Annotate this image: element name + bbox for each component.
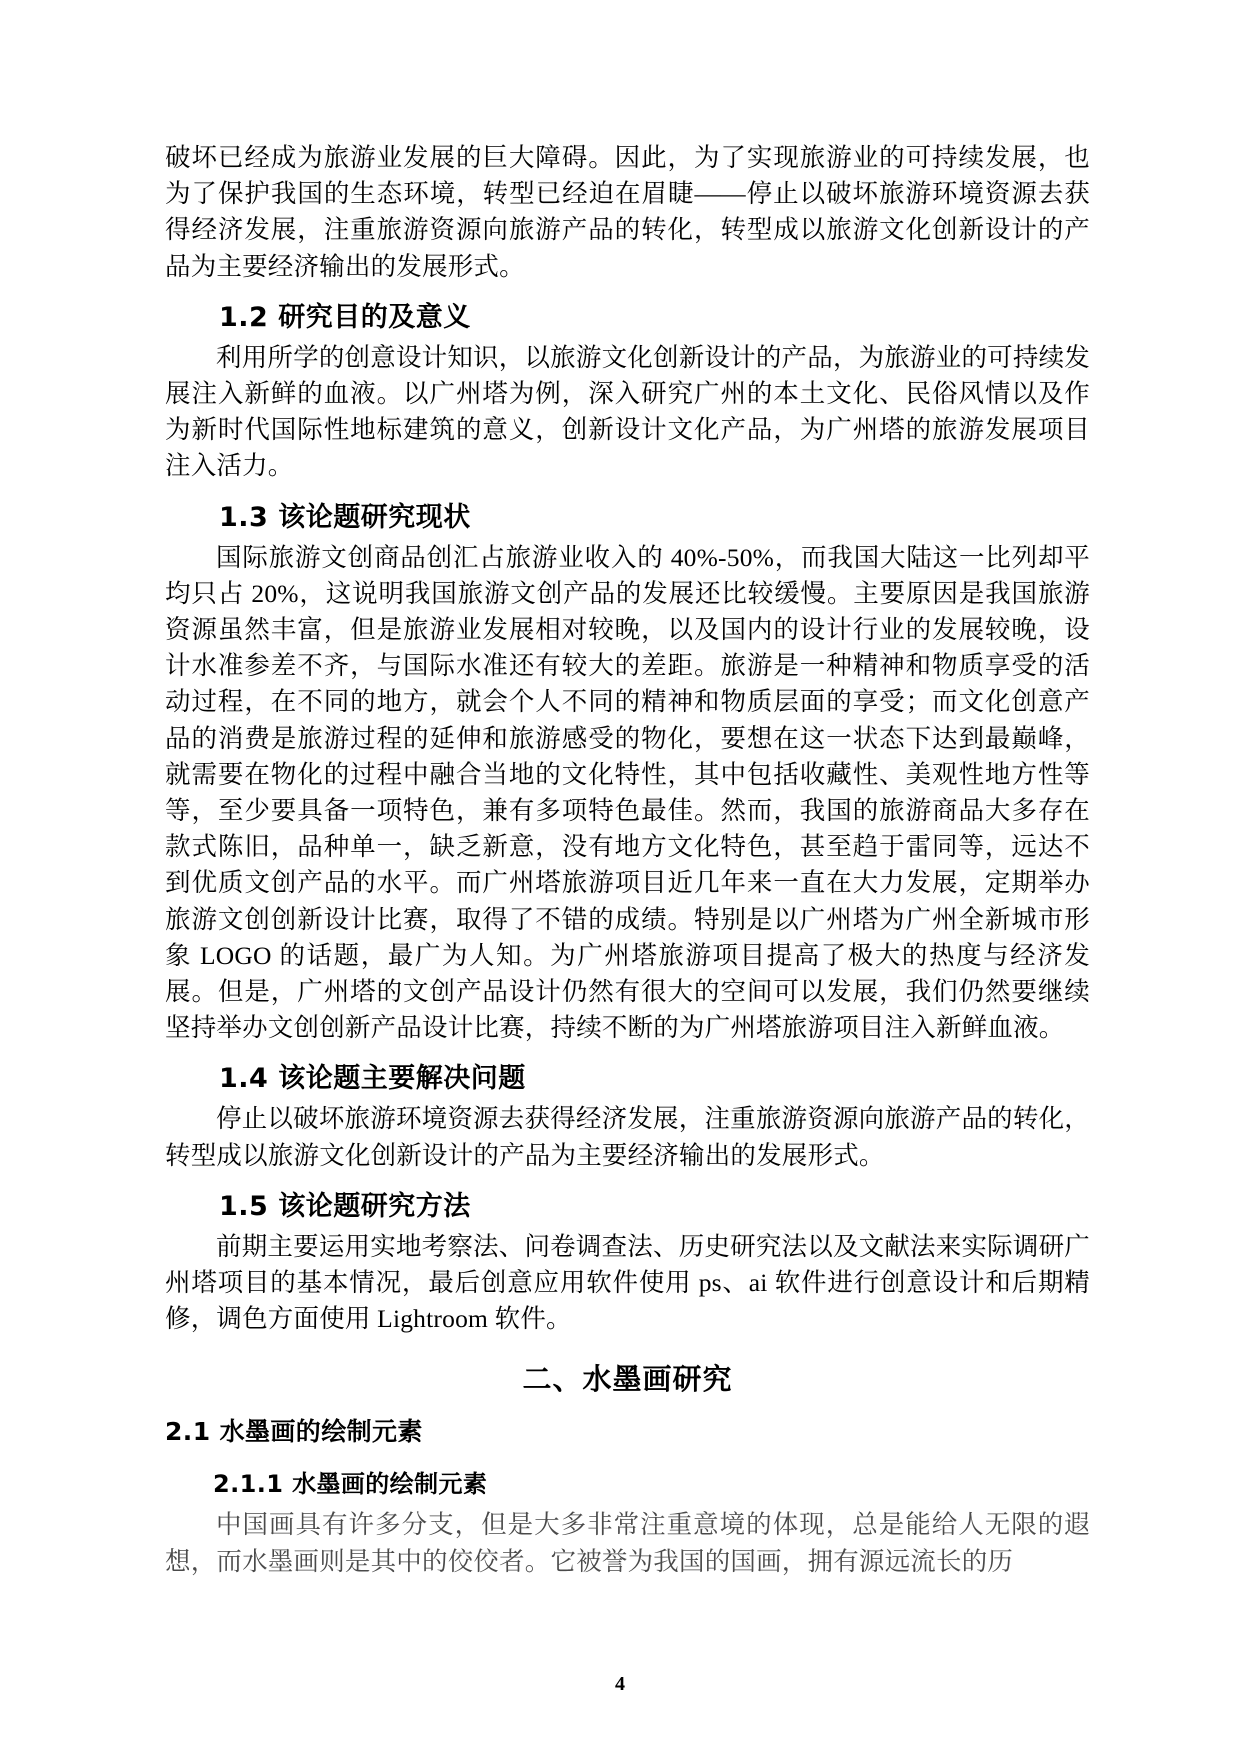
section-heading-2-1: 2.1 水墨画的绘制元素: [165, 1417, 423, 1447]
page-number: 4: [615, 1673, 625, 1695]
body-paragraph-1-3: 国际旅游文创商品创汇占旅游业收入的 40%-50%，而我国大陆这一比列却平均只占 20%，这说明我国旅游文创产品的发展还比较缓慢。主要原因是我国旅游资源虽然丰富，但是旅游业发展相对较晚，以及国内的设计行业的发展较晚，设计水准参差不齐，与国际水准还有较大的差距。旅游是一种精神和物质享受的活动过程，在不同的地方，就会个人不同的精神和物质层面的享受；而文化创意产品的消费是旅游过程的延伸和旅游感受的物化，要想在这一状态下达到最巅峰，就需要在物化的过程中融合当地的文化特性，其中包括收藏性、美观性地方性等等，至少要具备一项特色，兼有多项特色最佳。然而，我国的旅游商品大多存在款式陈旧，品种单一，缺乏新意，没有地方文化特色，甚至趋于雷同等，远达不到优质文创产品的水平。而广州塔旅游项目近几年来一直在大力发展，定期举办旅游文创创新设计比赛，取得了不错的成绩。特别是以广州塔为广州全新城市形象 LOGO 的话题，最广为人知。为广州塔旅游项目提高了极大的热度与经济发展。但是，广州塔的文创产品设计仍然有很大的空间可以发展，我们仍然要继续坚持举办文创创新产品设计比赛，持续不断的为广州塔旅游项目注入新鲜血液。: [165, 542, 1090, 1043]
body-paragraph-1-5: 前期主要运用实地考察法、问卷调查法、历史研究法以及文献法来实际调研广州塔项目的基本情况，最后创意应用软件使用 ps、ai 软件进行创意设计和后期精修，调色方面使用 Lightroom 软件。: [165, 1231, 1090, 1334]
section-heading-1-2: 1.2 研究目的及意义: [219, 301, 471, 333]
body-paragraph-2-1-1: 中国画具有许多分支，但是大多非常注重意境的体现，总是能给人无限的遐想，而水墨画则是其中的佼佼者。它被誉为我国的国画，拥有源远流长的历: [165, 1510, 1090, 1576]
chapter-heading-two: 二、水墨画研究: [522, 1362, 733, 1397]
body-paragraph-1-4: 停止以破坏旅游环境资源去获得经济发展，注重旅游资源向旅游产品的转化，转型成以旅游文化创新设计的产品为主要经济输出的发展形式。: [165, 1104, 1090, 1170]
section-heading-2-1-1: 2.1.1 水墨画的绘制元素: [213, 1470, 488, 1499]
section-heading-1-5: 1.5 该论题研究方法: [219, 1190, 471, 1222]
section-heading-1-4: 1.4 该论题主要解决问题: [219, 1063, 526, 1095]
body-paragraph-1-2: 利用所学的创意设计知识，以旅游文化创新设计的产品，为旅游业的可持续发展注入新鲜的血液。以广州塔为例，深入研究广州的本土文化、民俗风情以及作为新时代国际性地标建筑的意义，创新设计文化产品，为广州塔的旅游发展项目注入活力。: [165, 342, 1090, 481]
body-paragraph-intro: 破坏已经成为旅游业发展的巨大障碍。因此，为了实现旅游业的可持续发展，也为了保护我国的生态环境，转型已经迫在眉睫——停止以破坏旅游环境资源去获得经济发展，注重旅游资源向旅游产品的转化，转型成以旅游文化创新设计的产品为主要经济输出的发展形式。: [165, 143, 1090, 281]
section-heading-1-3: 1.3 该论题研究现状: [219, 501, 471, 533]
